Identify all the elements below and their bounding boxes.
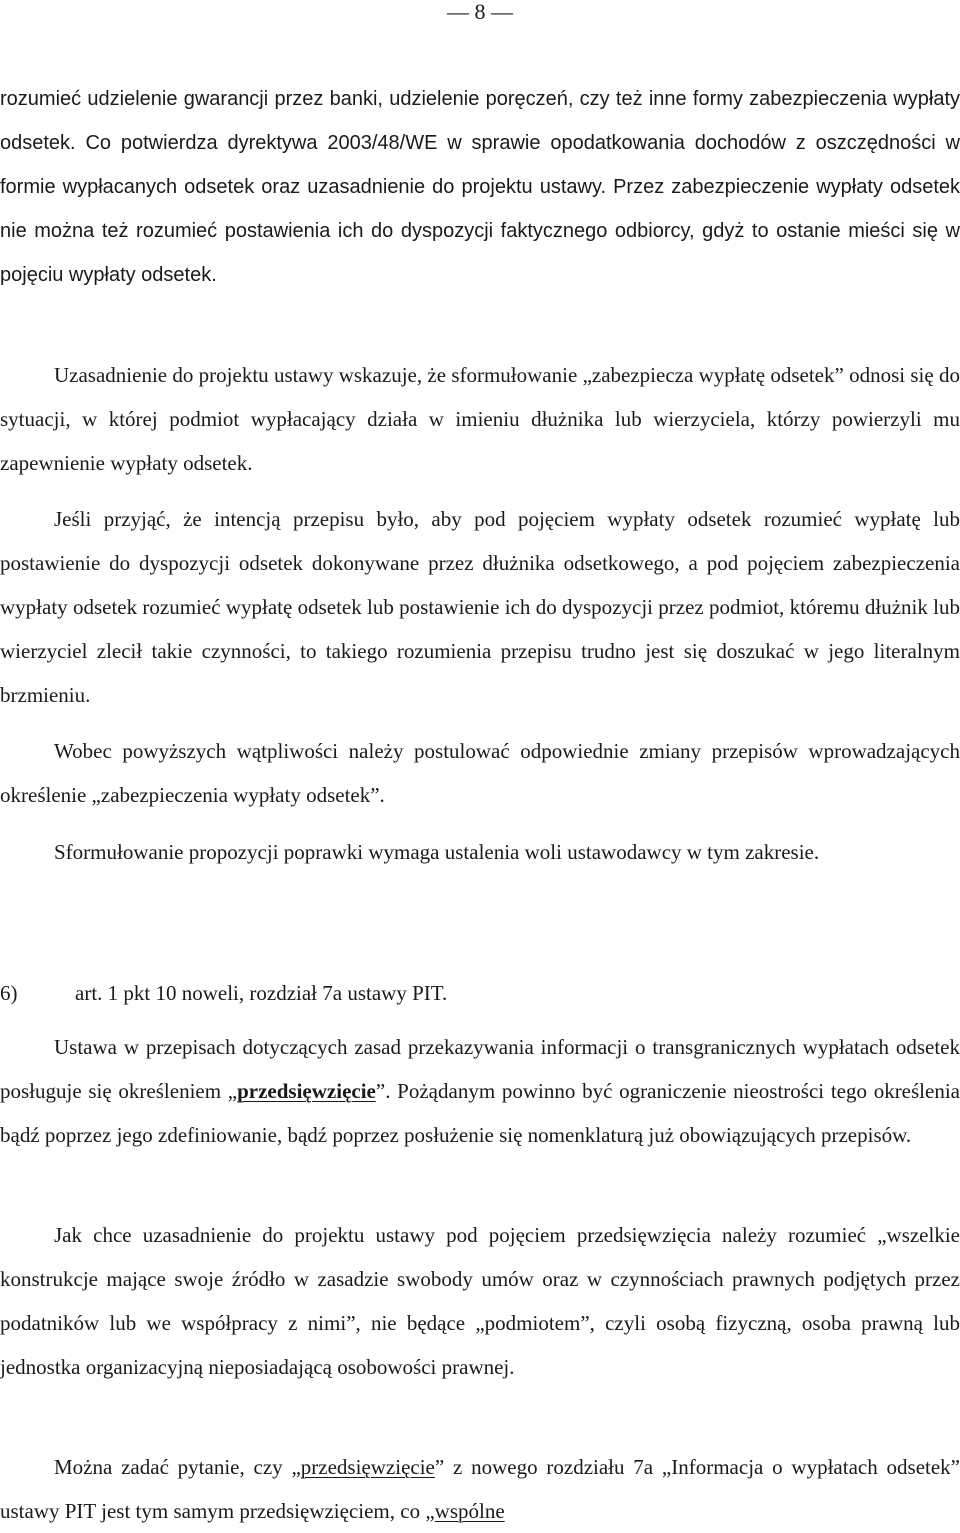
list-item-text: art. 1 pkt 10 noweli, rozdział 7a ustawy PIT. — [75, 981, 448, 1005]
paragraph-8-text-b: ” z nowego rozdziału 7a „Informacja o wypłatach odsetek” ustawy PIT jest tym samym przedsięwzięciem, co „ — [0, 1455, 960, 1523]
paragraph-6 — [0, 1025, 960, 1157]
list-item-6 — [0, 971, 447, 1015]
paragraph-2: Uzasadnienie do projektu ustawy wskazuje, że sformułowanie „zabezpiecza wypłatę odsetek” odnosi się do sytuacji, w której podmiot wypłacający działa w imieniu dłużnika lub wierzyciela, którzy powierzyli mu zapewnienie wypłaty odsetek. — [0, 363, 960, 475]
list-item-number: 6) — [0, 981, 18, 1005]
paragraph-3: Jeśli przyjąć, że intencją przepisu było, aby pod pojęciem wypłaty odsetek rozumieć wypłatę lub postawienie do dyspozycji odsetek dokonywane przez dłużnika odsetkowego, a pod pojęciem zabezpieczenia wypłaty odsetek rozumieć wypłatę odsetek lub postawienie ich do dyspozycji przez podmiot, któremu dłużnik lub wierzyciel zlecił takie czynności, to takiego rozumienia przepisu trudno jest się doszukać w jego literalnym brzmieniu. — [0, 507, 960, 707]
paragraph-4: Wobec powyższych wątpliwości należy postulować odpowiednie zmiany przepisów wprowadzających określenie „zabezpieczenia wypłaty odsetek”. — [0, 739, 960, 807]
paragraph-7: Jak chce uzasadnienie do projektu ustawy pod pojęciem przedsięwzięcia należy rozumieć „wszelkie konstrukcje mające swoje źródło w zasadzie swobody umów oraz w czynnościach prawnych podjętych przez podatników lub we współpracy z nimi”, nie będące „podmiotem”, czyli osobą fizyczną, osoba prawną lub jednostka organizacyjną nieposiadającą osobowości prawnej. — [0, 1223, 960, 1379]
paragraph-8 — [0, 1445, 960, 1533]
paragraph-1-text-b: Przez zabezpieczenie wypłaty odsetek nie można też rozumieć postawienia ich do dyspozycji faktycznego odbiorcy, gdyż to ostanie mieści się w pojęciu wypłaty odsetek. — [0, 176, 960, 286]
paragraph-1-text-a: rozumieć udzielenie gwarancji przez banki, udzielenie poręczeń, czy też inne formy zabezpieczenia wypłaty odsetek. Co potwierdza dyrektywa 2003/48/WE w sprawie opodatkowania dochodów z oszczędności w formie wypłacanych odsetek oraz uzasadnienie do projektu ustawy. — [0, 88, 960, 198]
underlined-term: przedsięwzięcie — [237, 1079, 376, 1103]
paragraph-5: Sformułowanie propozycji poprawki wymaga ustalenia woli ustawodawcy w tym zakresie. — [54, 840, 820, 864]
page-number: — 8 — — [447, 0, 513, 24]
underlined-term-3: wspólne — [434, 1499, 505, 1523]
paragraph-6-text-a: Ustawa w przepisach dotyczących zasad przekazywania informacji o transgranicznych wypłatach odsetek posługuje się określeniem „ — [0, 1035, 960, 1103]
paragraph-8-text-a: Można zadać pytanie, czy „ — [54, 1455, 301, 1479]
paragraph-1 — [0, 77, 960, 297]
paragraph-6-text-b: ”. Pożądanym powinno być ograniczenie nieostrości tego określenia bądź poprzez jego zdefiniowanie, bądź poprzez posłużenie się nomenklaturą już obowiązujących przepisów. — [0, 1079, 960, 1147]
underlined-term-2: przedsięwzięcie — [300, 1455, 435, 1479]
